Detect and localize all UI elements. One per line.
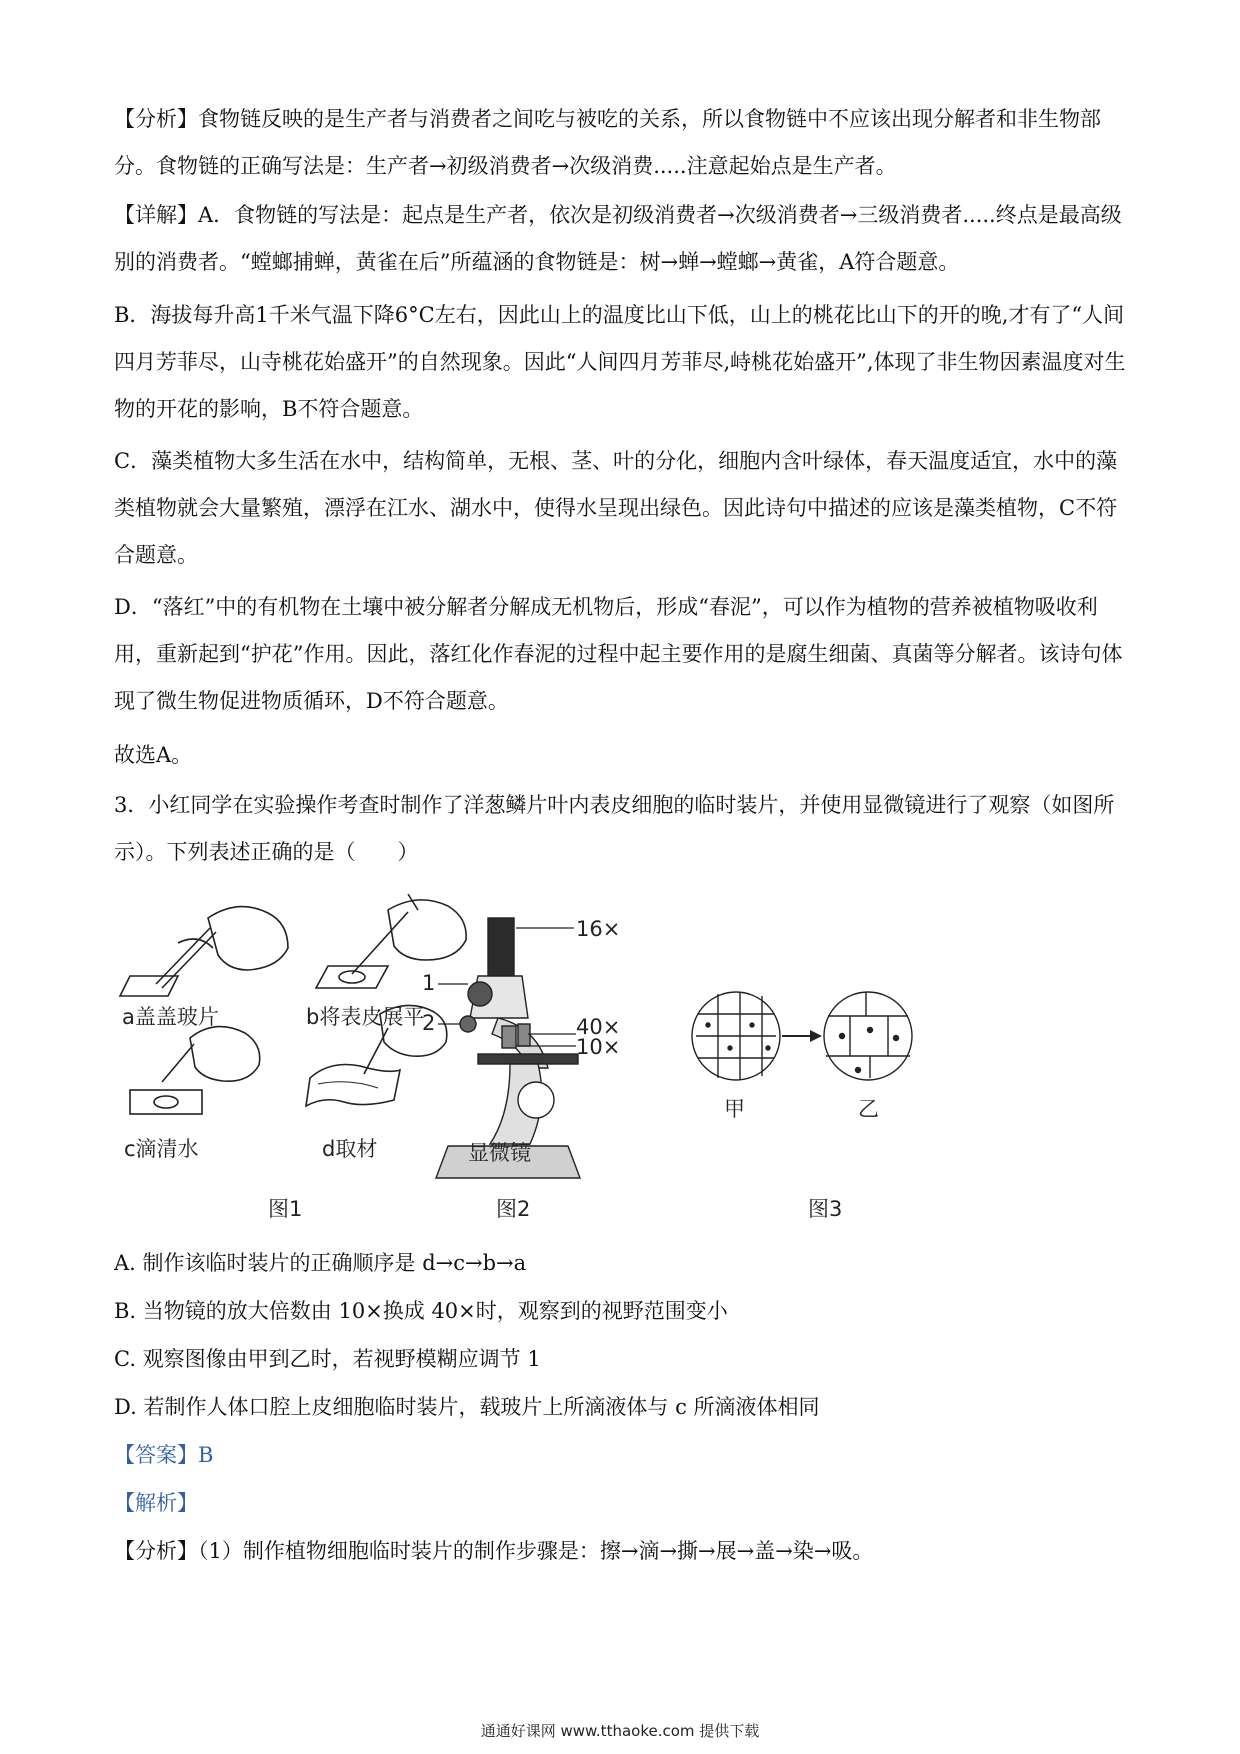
fig2-caption: 图2 (496, 1197, 531, 1221)
analysis-text: 【分析】（1）制作植物细胞临时装片的制作步骤是：擦→滴→撕→展→盖→染→吸。 (114, 1539, 874, 1563)
answer-label: 【答案】B (114, 1443, 214, 1467)
detail-paragraph-b: B．海拔每升高1千米气温下降6°C左右，因此山上的温度比山下低，山上的桃花比山下的开的晚,才有了“人间四月芳菲尽，山寺桃花始盛开”的自然现象。因此“人间四月芳菲尽,峙桃花始盛开”,体现了非生物因素温度对生物的开花的影响，B不符合题意。 (114, 303, 1126, 421)
analysis-paragraph: 【分析】食物链反映的是生产者与消费者之间吃与被吃的关系，所以食物链中不应该出现分解者和非生物部分。食物链的正确写法是：生产者→初级消费者→次级消费.....注意起始点是生产者。 (114, 107, 1101, 178)
view-jia-icon (692, 992, 780, 1080)
fig1-label-a: a盖盖玻片 (122, 1005, 219, 1029)
question-figure (118, 888, 938, 1228)
option-a: A. 制作该临时装片的正确顺序是 d→c→b→a (114, 1251, 527, 1275)
detail-paragraph-c: C．藻类植物大多生活在水中，结构简单，无根、茎、叶的分化，细胞内含叶绿体，春天温度适宜，水中的藻类植物就会大量繁殖，漂浮在江水、湖水中，使得水呈现出绿色。因此诗句中描述的应该是藻类植物，C不符合题意。 (114, 449, 1118, 567)
view-label-yi: 乙 (858, 1097, 879, 1121)
step-a-illustration (120, 907, 288, 996)
conclusion-line: 故选A。 (114, 743, 193, 767)
figure-illustration (118, 888, 938, 1228)
fig1-caption: 图1 (268, 1197, 303, 1221)
option-d: D. 若制作人体口腔上皮细胞临时装片，载玻片上所滴液体与 c 所滴液体相同 (114, 1395, 820, 1419)
detail-paragraph-a: 【详解】A．食物链的写法是：起点是生产者，依次是初级消费者→次级消费者→三级消费者.....终点是最高级别的消费者。“螳螂捕蝉，黄雀在后”所蕴涵的食物链是：树→蝉→螳螂→黄雀，A符合题意。 (114, 203, 1122, 274)
fine-knob-label: 2 (422, 1011, 436, 1035)
fig1-label-c: c滴清水 (124, 1137, 199, 1161)
step-b-illustration (316, 894, 466, 988)
arrow-icon (782, 1030, 822, 1042)
fig1-label-b: b将表皮展平 (306, 1005, 425, 1029)
microscope-name: 显微镜 (468, 1141, 531, 1165)
microscope-icon (436, 918, 580, 1178)
eyepiece-label: 16× (576, 917, 621, 941)
step-c-illustration (130, 1027, 260, 1114)
detail-paragraph-d: D．“落红”中的有机物在土壤中被分解者分解成无机物后，形成“春泥”，可以作为植物的营养被植物吸收利用，重新起到“护花”作用。因此，落红化作春泥的过程中起主要作用的是腐生细菌、真菌等分解者。该诗句体现了微生物促进物质循环，D不符合题意。 (114, 595, 1123, 713)
fig1-label-d: d取材 (322, 1137, 378, 1161)
objective-40-label: 40× (576, 1015, 621, 1039)
option-c: C. 观察图像由甲到乙时，若视野模糊应调节 1 (114, 1347, 541, 1371)
coarse-knob-label: 1 (422, 971, 436, 995)
view-label-jia: 甲 (724, 1097, 745, 1121)
option-b: B. 当物镜的放大倍数由 10×换成 40×时，观察到的视野范围变小 (114, 1299, 728, 1323)
page-footer: 通通好课网 www.tthaoke.com 提供下载 (480, 1722, 760, 1740)
question-3-text: 3．小红同学在实验操作考查时制作了洋葱鳞片叶内表皮细胞的临时装片，并使用显微镜进行了观察（如图所示）。下列表述正确的是（ ） (114, 793, 1115, 864)
analysis-label: 【解析】 (114, 1491, 198, 1515)
objective-10-label: 10× (576, 1035, 621, 1059)
fig3-caption: 图3 (808, 1197, 843, 1221)
view-yi-icon (824, 992, 912, 1080)
